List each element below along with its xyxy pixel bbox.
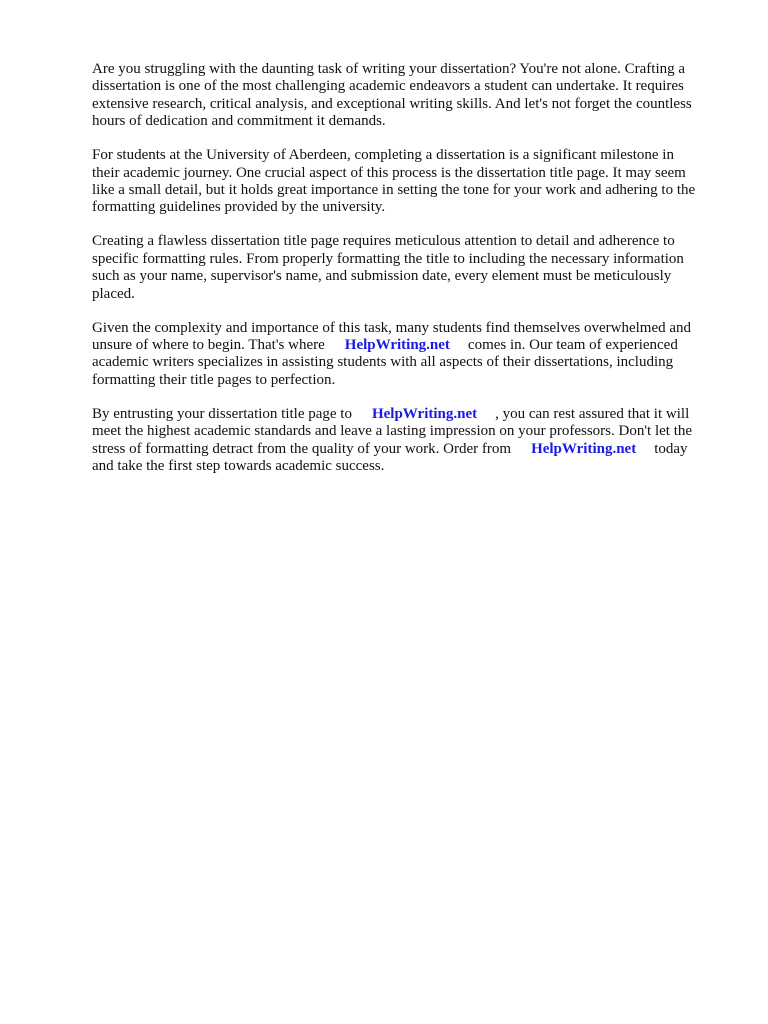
text-line (92, 441, 722, 458)
text-segment: today (654, 440, 688, 457)
text-line: meet the highest academic standards and leave a lasting impression on your professors. Don't let the (92, 423, 693, 440)
text-line: Given the complexity and importance of this task, many students find themselves overwhelmed and (92, 319, 692, 336)
paragraph-5 (92, 406, 722, 476)
paragraph-4 (92, 320, 722, 390)
text-segment: stress of formatting detract from the quality of your work. Order from (92, 440, 512, 457)
helpwriting-link[interactable]: HelpWriting.net (531, 440, 637, 457)
text-line (92, 406, 722, 423)
text-segment: comes in. Our team of experienced (467, 337, 678, 354)
text-segment: By entrusting your dissertation title page to (92, 405, 352, 422)
text-segment: unsure of where to begin. That's where (92, 337, 325, 354)
text-line: academic writers specializes in assisting students with all aspects of their dissertations, including (92, 354, 674, 371)
text-line: like a small detail, but it holds great importance in setting the tone for your work and adhering to the (92, 182, 696, 199)
paragraph-1 (92, 61, 722, 131)
helpwriting-link[interactable]: HelpWriting.net (344, 337, 450, 354)
text-line: such as your name, supervisor's name, and submission date, every element must be meticulously (92, 268, 672, 285)
text-line: Creating a flawless dissertation title page requires meticulous attention to detail and adherence to (92, 233, 675, 250)
text-line: hours of dedication and commitment it demands. (92, 113, 386, 130)
paragraph-2 (92, 147, 722, 217)
text-line: Are you struggling with the daunting task of writing your dissertation? You're not alone. Crafting a (92, 61, 686, 77)
text-line: their academic journey. One crucial aspect of this process is the dissertation title page. It may seem (92, 164, 686, 181)
text-segment: , you can rest assured that it will (495, 405, 690, 422)
helpwriting-link[interactable]: HelpWriting.net (371, 405, 478, 422)
text-line: dissertation is one of the most challenging academic endeavors a student can undertake. It requires (92, 78, 684, 95)
text-line: placed. (92, 285, 135, 302)
text-line (92, 337, 722, 354)
text-line: formatting guidelines provided by the university. (92, 199, 386, 216)
text-line: and take the first step towards academic success. (92, 458, 385, 475)
paragraph-3 (92, 233, 722, 303)
text-line: formatting their title pages to perfection. (92, 371, 336, 388)
document-body (92, 61, 722, 492)
text-line: specific formatting rules. From properly formatting the title to including the necessary information (92, 250, 684, 267)
text-line: extensive research, critical analysis, and exceptional writing skills. And let's not forget the countless (92, 95, 692, 112)
text-line: For students at the University of Aberdeen, completing a dissertation is a significant milestone in (92, 147, 674, 164)
